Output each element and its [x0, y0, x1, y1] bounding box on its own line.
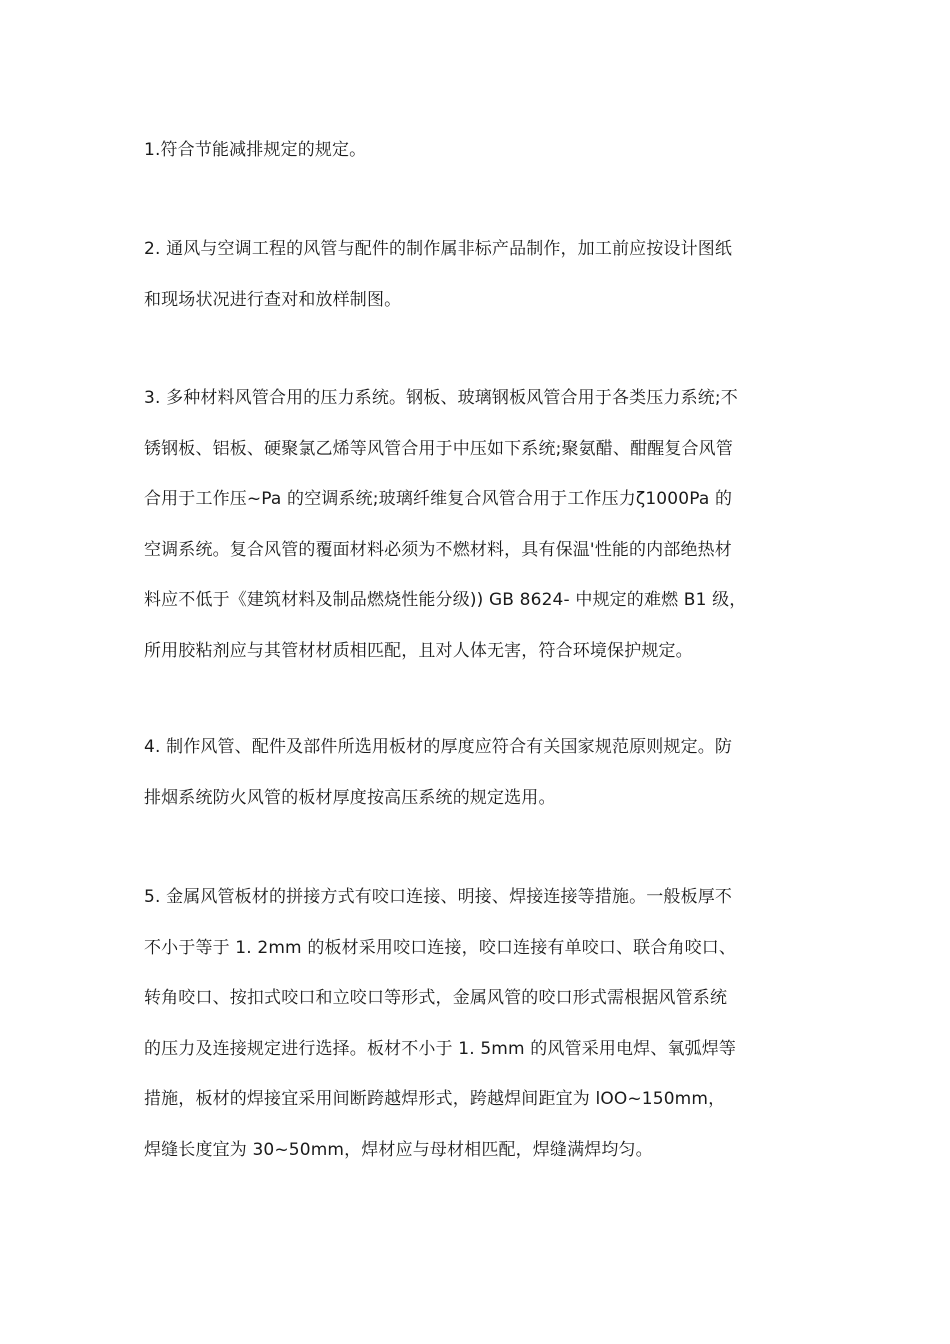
text-line: 转角咬口、按扣式咬口和立咬口等形式，金属风管的咬口形式需根据风管系统 — [144, 988, 728, 1008]
paragraph-4 — [144, 722, 804, 823]
text-line: 的压力及连接规定进行选择。板材不小于 1. 5mm 的风管采用电焊、氧弧焊等 — [144, 1038, 737, 1059]
paragraph-1 — [144, 125, 804, 176]
text-line: 锈钢板、铝板、硬聚氯乙烯等风管合用于中压如下系统;聚氨醋、酣醒复合风管 — [144, 438, 733, 459]
text-line: 空调系统。复合风管的覆面材料必须为不燃材料，具有保温'性能的内部绝热材 — [144, 539, 732, 560]
text-line: 合用于工作压~Pa 的空调系统;玻璃纤维复合风管合用于工作压力ζ1000Pa 的 — [144, 489, 733, 509]
text-line: 不小于等于 1. 2mm 的板材采用咬口连接，咬口连接有单咬口、联合角咬口、 — [144, 937, 737, 958]
text-line: 焊缝长度宜为 30~50mm，焊材应与母材相匹配，焊缝满焊均匀。 — [144, 1139, 653, 1160]
text-line: 1.符合节能减排规定的规定。 — [144, 140, 367, 160]
text-line: 料应不低于《建筑材料及制品燃烧性能分级)) GB 8624- 中规定的难燃 B1 级， — [144, 590, 747, 610]
text-line: 4. 制作风管、配件及部件所选用板材的厚度应符合有关国家规范原则规定。防 — [144, 737, 733, 757]
text-line: 3. 多种材料风管合用的压力系统。钢板、玻璃钢板风管合用于各类压力系统;不 — [144, 388, 738, 408]
text-line: 和现场状况进行查对和放样制图。 — [144, 289, 402, 310]
text-line: 排烟系统防火风管的板材厚度按高压系统的规定选用。 — [144, 787, 556, 808]
paragraph-2 — [144, 224, 804, 325]
text-line: 所用胶粘剂应与其管材材质相匹配，且对人体无害，符合环境保护规定。 — [144, 640, 693, 661]
text-line: 2. 通风与空调工程的风管与配件的制作属非标产品制作，加工前应按设计图纸 — [144, 239, 733, 259]
paragraph-5 — [144, 872, 804, 1175]
text-line: 措施，板材的焊接宜采用间断跨越焊形式，跨越焊间距宜为 lOO~150mm， — [144, 1089, 726, 1109]
text-line: 5. 金属风管板材的拼接方式有咬口连接、明接、焊接连接等措施。一般板厚不 — [144, 887, 733, 907]
paragraph-3 — [144, 373, 804, 676]
